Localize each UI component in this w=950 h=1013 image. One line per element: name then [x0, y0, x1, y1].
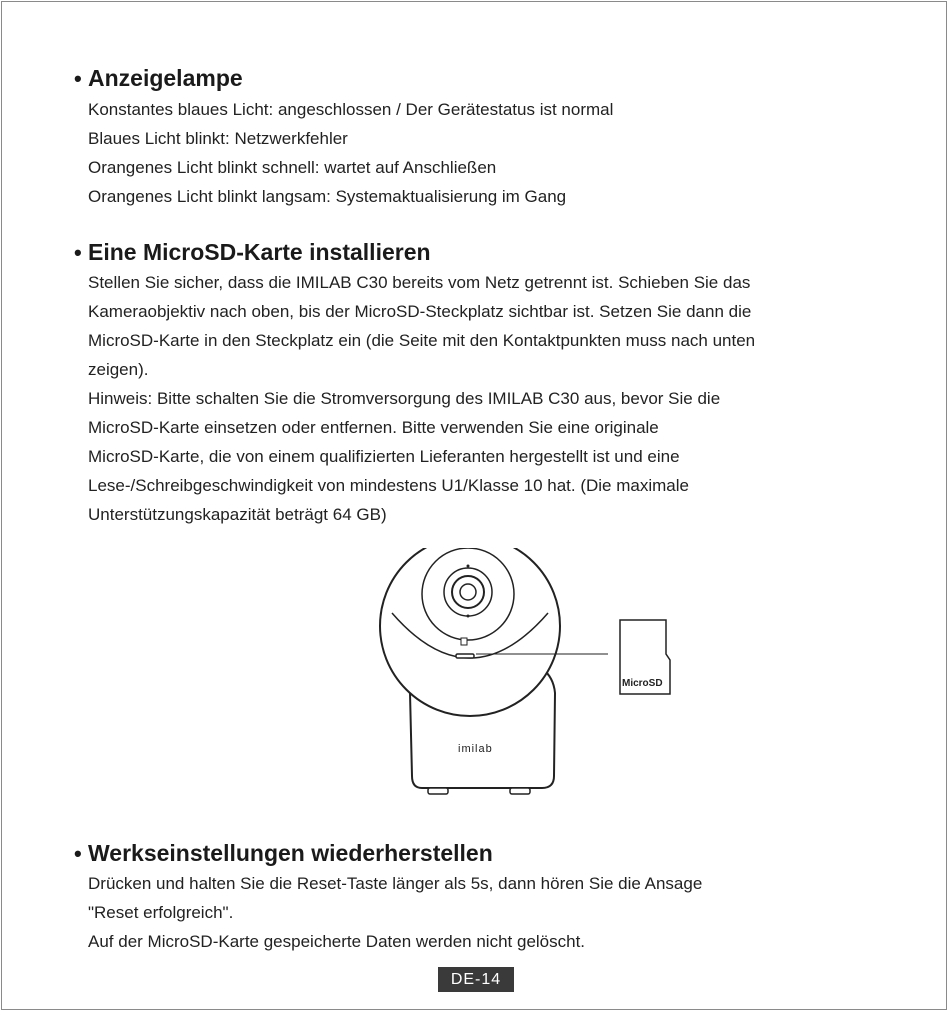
sd-slot-icon [461, 638, 467, 645]
camera-foot-right [510, 788, 530, 794]
heading-text: Eine MicroSD-Karte installieren [88, 239, 431, 265]
body-line: "Reset erfolgreich". [88, 903, 234, 922]
page-number-badge: DE-14 [438, 967, 514, 992]
body-line: Hinweis: Bitte schalten Sie die Stromversorgung des IMILAB C30 aus, bevor Sie die [88, 389, 721, 408]
body-line: MicroSD-Karte in den Steckplatz ein (die Seite mit den Kontaktpunkten muss nach unten [88, 331, 756, 350]
body-line: MicroSD-Karte, die von einem qualifizierten Lieferanten hergestellt ist und eine [88, 447, 680, 466]
section-indicator-light [74, 63, 894, 211]
indicator-dot-top [467, 565, 470, 568]
section-heading [74, 63, 894, 94]
brand-label: imilab [458, 743, 493, 755]
camera-foot-left [428, 788, 448, 794]
bullet-icon: • [74, 841, 82, 866]
lens-inner [460, 584, 476, 600]
heading-text: Anzeigelampe [88, 65, 243, 91]
body-line: Blaues Licht blinkt: Netzwerkfehler [88, 129, 348, 148]
heading-text: Werkseinstellungen wiederherstellen [88, 840, 493, 866]
body-line: Lese-/Schreibgeschwindigkeit von mindestens U1/Klasse 10 hat. (Die maximale [88, 476, 689, 495]
body-line: Drücken und halten Sie die Reset-Taste länger als 5s, dann hören Sie die Ansage [88, 874, 703, 893]
sd-slot [456, 654, 474, 658]
indicator-dot-bottom [467, 615, 470, 618]
camera-drawing [370, 548, 690, 813]
body-line: Stellen Sie sicher, dass die IMILAB C30 bereits vom Netz getrennt ist. Schieben Sie das [88, 273, 751, 292]
section-heading [74, 838, 894, 869]
bullet-icon: • [74, 66, 82, 91]
section-install-sd-card [74, 237, 894, 529]
microsd-label: MicroSD [622, 678, 663, 689]
bullet-icon: • [74, 240, 82, 265]
body-line: Auf der MicroSD-Karte gespeicherte Daten werden nicht gelöscht. [88, 932, 586, 951]
body-line: Orangenes Licht blinkt schnell: wartet auf Anschließen [88, 158, 497, 177]
camera-illustration [370, 548, 690, 813]
section-factory-reset [74, 838, 894, 956]
body-line: zeigen). [88, 360, 149, 379]
body-line: Unterstützungskapazität beträgt 64 GB) [88, 505, 387, 524]
section-heading [74, 237, 894, 268]
body-line: Orangenes Licht blinkt langsam: Systemaktualisierung im Gang [88, 187, 567, 206]
body-line: Konstantes blaues Licht: angeschlossen / Der Gerätestatus ist normal [88, 100, 614, 119]
body-line: MicroSD-Karte einsetzen oder entfernen. Bitte verwenden Sie eine originale [88, 418, 659, 437]
body-line: Kameraobjektiv nach oben, bis der MicroSD-Steckplatz sichtbar ist. Setzen Sie dann die [88, 302, 752, 321]
